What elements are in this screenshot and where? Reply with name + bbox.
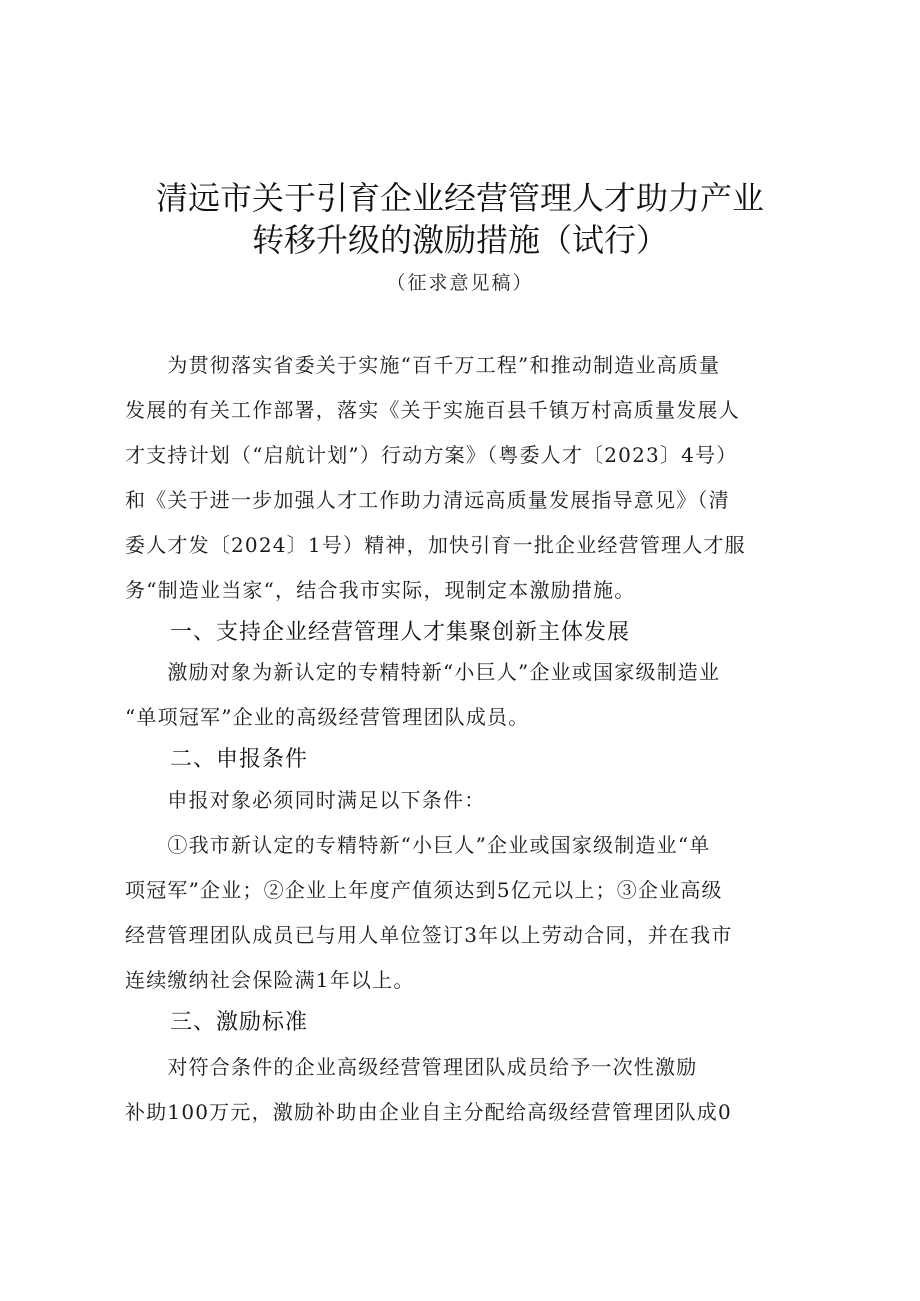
section-1-line: 激励对象为新认定的专精特新“小巨人”企业或国家级制造业	[125, 660, 721, 684]
intro-line: 才支持计划（“启航计划”）行动方案》（粤委人才〔2023〕4号）	[125, 443, 738, 467]
section-1-paragraph	[125, 650, 795, 740]
section-2-line: 申报对象必须同时满足以下条件：	[125, 788, 486, 812]
intro-line: 发展的有关工作部署，落实《关于实施百县千镇万村高质量发展人	[125, 398, 740, 422]
section-2-heading: 二、申报条件	[170, 747, 309, 772]
intro-line: 为贯彻落实省委关于实施“百千万工程”和推动制造业高质量	[125, 353, 721, 377]
document-subtitle: （征求意见稿）	[386, 272, 534, 294]
document-title-line-1: 清远市关于引育企业经营管理人才助力产业	[155, 179, 764, 217]
intro-line: 和《关于进一步加强人才工作助力清远高质量发展指导意见》（清	[125, 488, 730, 512]
section-2-line: ①我市新认定的专精特新“小巨人”企业或国家级制造业“单	[125, 833, 711, 857]
section-3-heading: 三、激励标准	[170, 1010, 309, 1035]
intro-paragraph	[125, 343, 795, 613]
intro-line: 务“制造业当家“，结合我市实际，现制定本激励措施。	[125, 578, 636, 602]
section-2-line: 经营管理团队成员已与用人单位签订3年以上劳动合同，并在我市	[125, 923, 733, 947]
section-2-paragraph	[125, 778, 795, 1003]
section-2-line: 连续缴纳社会保险满1年以上。	[125, 968, 415, 992]
section-1-heading: 一、支持企业经营管理人才集聚创新主体发展	[170, 620, 631, 645]
section-3-line: 补助100万元，激励补助由企业自主分配给高级经营管理团队成0	[125, 1100, 732, 1124]
intro-line: 委人才发〔2024〕1号）精神，加快引育一批企业经营管理人才服	[125, 533, 746, 557]
section-1-line: “单项冠军”企业的高级经营管理团队成员。	[125, 705, 530, 729]
section-2-line: 项冠军”企业；②企业上年度产值须达到5亿元以上；③企业高级	[125, 878, 723, 902]
document-title-line-2: 转移升级的激励措施（试行）	[251, 221, 668, 259]
section-3-line: 对符合条件的企业高级经营管理团队成员给予一次性激励	[125, 1055, 698, 1079]
section-3-paragraph	[125, 1045, 795, 1135]
